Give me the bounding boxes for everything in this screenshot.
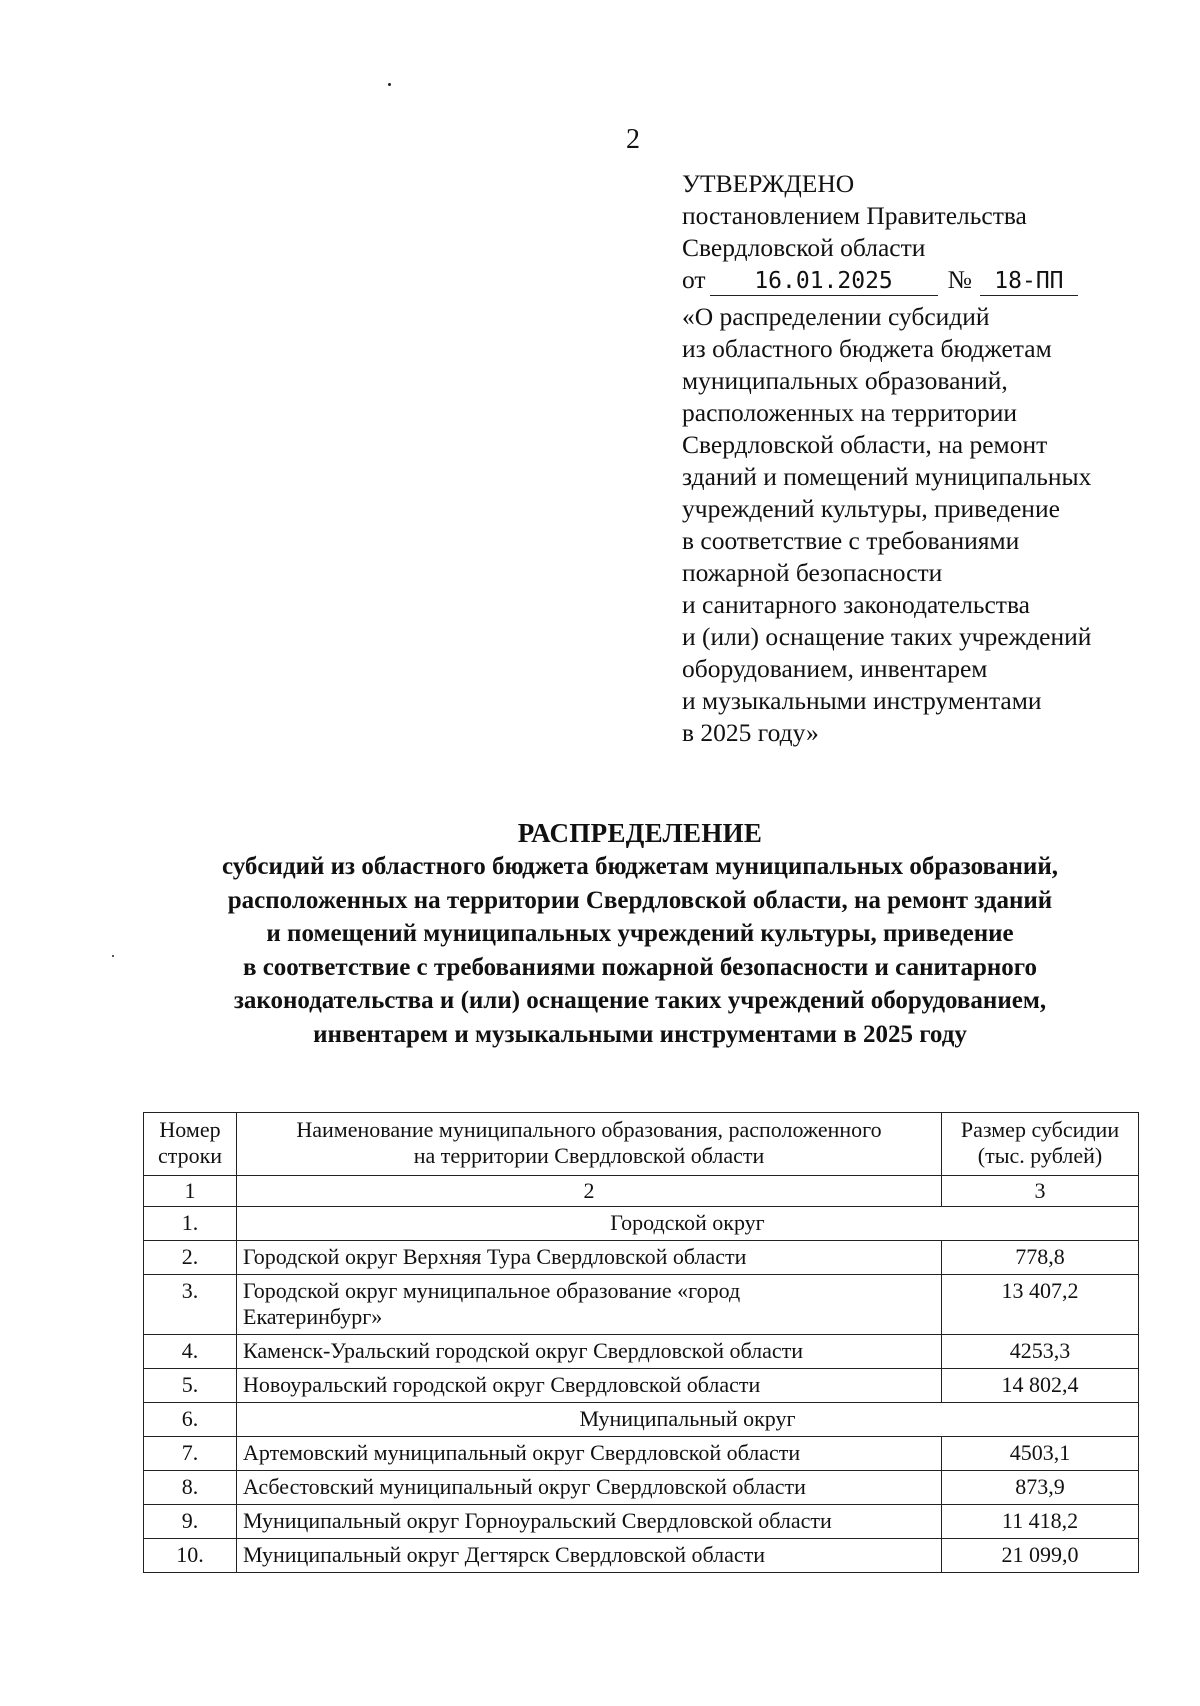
municipality-name: Муниципальный округ Дегтярск Свердловской области <box>237 1539 942 1573</box>
decree-title-line: «О распределении субсидий <box>682 302 990 331</box>
table-row <box>144 1369 1139 1403</box>
heading-subtitle-line: и помещений муниципальных учреждений культуры, приведение <box>266 920 1014 947</box>
table-row <box>144 1539 1139 1573</box>
decree-title <box>682 301 1091 749</box>
header-amount <box>942 1113 1139 1176</box>
municipality-name-line: Екатеринбург» <box>243 1304 383 1329</box>
column-index-row <box>144 1176 1139 1207</box>
approved-label: УТВЕРЖДЕНО <box>682 169 855 198</box>
heading-subtitle-line: расположенных на территории Свердловской области, на ремонт зданий <box>227 886 1053 914</box>
municipality-name-line: Городской округ муниципальное образование «город <box>243 1278 741 1303</box>
table-row <box>144 1241 1139 1275</box>
subsidy-amount: 778,8 <box>942 1241 1139 1275</box>
column-index: 1 <box>144 1176 237 1207</box>
row-number: 6. <box>144 1403 237 1437</box>
municipality-name <box>237 1275 942 1335</box>
decree-title-line: и (или) оснащение таких учреждений <box>682 622 1092 651</box>
decree-title-line: расположенных на территории <box>682 398 1017 427</box>
table-row <box>144 1471 1139 1505</box>
row-number: 5. <box>144 1369 237 1403</box>
approval-line: Свердловской области <box>682 233 926 262</box>
row-number: 10. <box>144 1539 237 1573</box>
date-label: от <box>682 265 706 294</box>
decree-title-line: из областного бюджета бюджетам <box>682 334 1052 363</box>
decree-date-field: 16.01.2025 <box>710 267 938 296</box>
header-text: строки <box>157 1143 223 1168</box>
section-row <box>144 1207 1139 1241</box>
decree-title-line: Свердловской области, на ремонт <box>682 430 1048 459</box>
table-row <box>144 1275 1139 1335</box>
row-number: 1. <box>144 1207 237 1241</box>
decree-title-line: в соответствие с требованиями <box>682 526 1020 555</box>
table-row <box>144 1437 1139 1471</box>
header-municipality <box>237 1113 942 1176</box>
page-number: 2 <box>626 124 640 155</box>
row-number: 4. <box>144 1335 237 1369</box>
decree-title-line: зданий и помещений муниципальных <box>682 462 1092 491</box>
decree-title-line: пожарной безопасности <box>682 558 943 587</box>
heading-title: РАСПРЕДЕЛЕНИЕ <box>517 818 763 848</box>
heading-subtitle-line: инвентарем и музыкальными инструментами в 2025 году <box>313 1020 967 1048</box>
header-text: (тыс. рублей) <box>977 1143 1103 1168</box>
decree-title-line: в 2025 году» <box>682 718 819 747</box>
column-index: 2 <box>237 1176 942 1207</box>
date-number-row <box>682 264 1091 300</box>
row-number: 8. <box>144 1471 237 1505</box>
decree-title-line: и санитарного законодательства <box>682 590 1030 619</box>
subsidy-amount: 873,9 <box>942 1471 1139 1505</box>
column-index: 3 <box>942 1176 1139 1207</box>
municipality-name: Асбестовский муниципальный округ Свердловской области <box>237 1471 942 1505</box>
subsidy-amount: 4253,3 <box>942 1335 1139 1369</box>
heading-subtitle-line: субсидий из областного бюджета бюджетам муниципальных образований, <box>222 853 1058 880</box>
municipality-name: Артемовский муниципальный округ Свердловской области <box>237 1437 942 1471</box>
approval-line: постановлением Правительства <box>682 201 1027 230</box>
municipality-name: Муниципальный округ Горноуральский Свердловской области <box>237 1505 942 1539</box>
subsidy-amount: 4503,1 <box>942 1437 1139 1471</box>
municipality-name: Городской округ Верхняя Тура Свердловской области <box>237 1241 942 1275</box>
municipality-name: Каменск-Уральский городской округ Свердловской области <box>237 1335 942 1369</box>
table-row <box>144 1335 1139 1369</box>
document-heading <box>0 816 1200 1051</box>
subsidy-amount: 11 418,2 <box>942 1505 1139 1539</box>
row-number: 2. <box>144 1241 237 1275</box>
header-text: Размер субсидии <box>960 1117 1120 1142</box>
decree-title-line: и музыкальными инструментами <box>682 686 1042 715</box>
decree-title-line: учреждений культуры, приведение <box>682 494 1060 523</box>
header-text: Наименование муниципального образования, расположенного <box>296 1117 882 1142</box>
row-number: 7. <box>144 1437 237 1471</box>
subsidy-amount: 13 407,2 <box>942 1275 1139 1335</box>
subsidy-table <box>143 1112 1139 1573</box>
header-text: на территории Свердловской области <box>413 1143 765 1168</box>
decree-title-line: муниципальных образований, <box>682 366 1008 395</box>
scan-speck <box>388 83 391 86</box>
table-header-row <box>144 1113 1139 1176</box>
table-row <box>144 1505 1139 1539</box>
number-label: № <box>947 265 972 294</box>
heading-subtitle-line: законодательства и (или) оснащение таких учреждений оборудованием, <box>233 987 1047 1014</box>
subsidy-amount: 14 802,4 <box>942 1369 1139 1403</box>
header-text: Номер <box>159 1117 221 1142</box>
decree-title-line: оборудованием, инвентарем <box>682 654 988 683</box>
decree-number-field: 18-ПП <box>980 267 1078 296</box>
section-row <box>144 1403 1139 1437</box>
section-title: Городской округ <box>237 1207 1139 1241</box>
subsidy-amount: 21 099,0 <box>942 1539 1139 1573</box>
heading-subtitle-line: в соответствие с требованиями пожарной безопасности и санитарного <box>242 953 1038 981</box>
row-number: 3. <box>144 1275 237 1335</box>
approval-block <box>682 168 1091 749</box>
section-title: Муниципальный округ <box>237 1403 1139 1437</box>
municipality-name: Новоуральский городской округ Свердловской области <box>237 1369 942 1403</box>
header-row-number <box>144 1113 237 1176</box>
row-number: 9. <box>144 1505 237 1539</box>
